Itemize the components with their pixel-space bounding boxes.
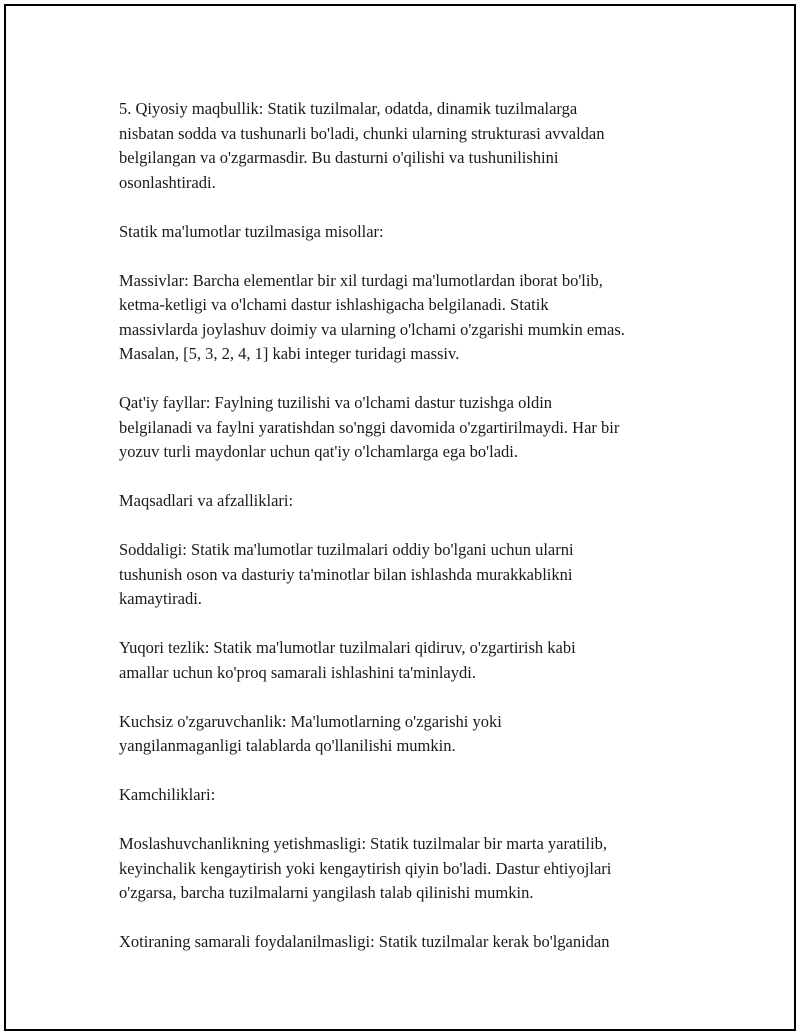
text-line: Xotiraning samarali foydalanilmasligi: Statik tuzilmalar kerak bo'lganidan [119, 932, 610, 951]
text-line: keyinchalik kengaytirish yoki kengaytirish qiyin bo'ladi. Dastur ehtiyojlari [119, 858, 612, 878]
text-line: Soddaligi: Statik ma'lumotlar tuzilmalari oddiy bo'lgani uchun ularni [119, 540, 574, 559]
text-line: Yuqori tezlik: Statik ma'lumotlar tuzilmalari qidiruv, o'zgartirish kabi [119, 638, 576, 657]
text-line: amallar uchun ko'proq samarali ishlashini ta'minlaydi. [119, 662, 476, 682]
text-line: ketma-ketligi va o'lchami dastur ishlashigacha belgilanadi. Statik [119, 295, 549, 314]
text-line: Maqsadlari va afzalliklari: [119, 491, 294, 510]
text-line: belgilanadi va faylni yaratishdan so'nggi davomida o'zgartirilmaydi. Har bir [119, 417, 620, 437]
paragraph [119, 269, 709, 367]
paragraph [119, 220, 709, 245]
paragraph [119, 930, 709, 955]
text-line: osonlashtiradi. [119, 172, 216, 192]
paragraph [119, 636, 709, 685]
document-body [119, 97, 709, 979]
page-frame [4, 4, 796, 1031]
text-line: Qat'iy fayllar: Faylning tuzilishi va o'lchami dastur tuzishga oldin [119, 393, 553, 412]
text-line: tushunish oson va dasturiy ta'minotlar bilan ishlashda murakkablikni [119, 564, 573, 584]
text-line: yozuv turli maydonlar uchun qat'iy o'lchamlarga ega bo'ladi. [119, 442, 518, 461]
paragraph [119, 489, 709, 514]
text-line: Kuchsiz o'zgaruvchanlik: Ma'lumotlarning o'zgarishi yoki [119, 711, 502, 731]
text-line: yangilanmaganligi talablarda qo'llanilishi mumkin. [119, 736, 456, 755]
paragraph [119, 97, 709, 195]
text-line: nisbatan sodda va tushunarli bo'ladi, chunki ularning strukturasi avvaldan [119, 123, 605, 143]
paragraph [119, 783, 709, 808]
text-line: 5. Qiyosiy maqbullik: Statik tuzilmalar, odatda, dinamik tuzilmalarga [119, 99, 578, 118]
paragraph [119, 391, 709, 465]
text-line: belgilangan va o'zgarmasdir. Bu dasturni o'qilishi va tushunilishini [119, 148, 559, 167]
text-line: Statik ma'lumotlar tuzilmasiga misollar: [119, 221, 384, 241]
text-line: massivlarda joylashuv doimiy va ularning o'lchami o'zgarishi mumkin emas. [119, 319, 625, 339]
paragraph [119, 832, 709, 906]
text-line: Masalan, [5, 3, 2, 4, 1] kabi integer turidagi massiv. [119, 344, 460, 363]
text-line: o'zgarsa, barcha tuzilmalarni yangilash talab qilinishi mumkin. [119, 883, 534, 902]
paragraph [119, 710, 709, 759]
text-line: Massivlar: Barcha elementlar bir xil turdagi ma'lumotlardan iborat bo'lib, [119, 270, 603, 290]
text-line: Kamchiliklari: [119, 785, 216, 804]
text-line: kamaytiradi. [119, 589, 202, 608]
text-line: Moslashuvchanlikning yetishmasligi: Statik tuzilmalar bir marta yaratilib, [119, 834, 608, 853]
paragraph [119, 538, 709, 612]
